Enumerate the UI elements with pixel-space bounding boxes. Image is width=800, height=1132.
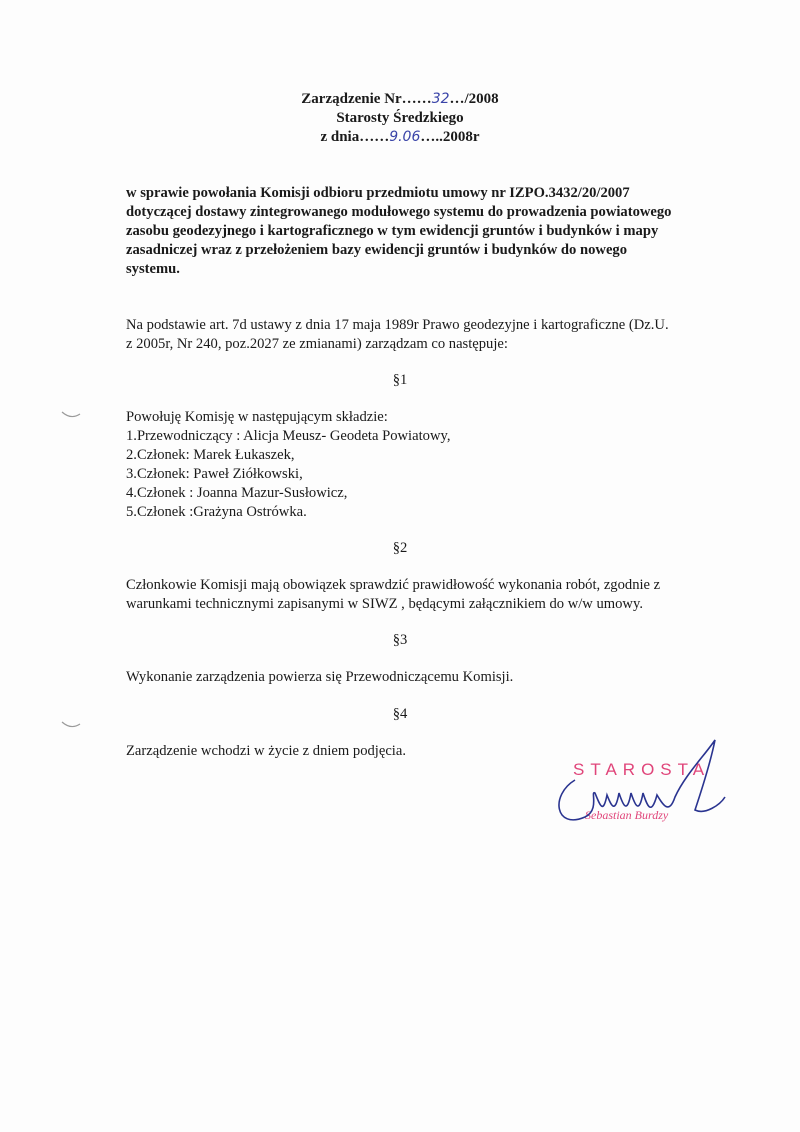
section-3-content: [126, 668, 686, 687]
preamble-line: z 2005r, Nr 240, poz.2027 ze zmianami) zarządzam co następuje:: [126, 336, 508, 352]
binder-hole-mark: [60, 410, 82, 420]
section-2-content: [126, 576, 686, 614]
preamble-paragraph: [126, 316, 686, 354]
committee-member: 2.Członek: Marek Łukaszek,: [126, 447, 295, 463]
signature-stamp: [545, 735, 735, 835]
subject-paragraph: [126, 184, 686, 279]
issuer-line: Starosty Średzkiego: [336, 110, 464, 126]
order-number-line: [0, 90, 800, 109]
preamble-line: Na podstawie art. 7d ustawy z dnia 17 maja 1989r Prawo geodezyjne i kartograficzne (Dz.U.: [126, 317, 669, 333]
section-1-heading: §1: [392, 372, 408, 388]
committee-member: 5.Członek :Grażyna Ostrówka.: [126, 504, 307, 520]
subject-line: dotyczącej dostawy zintegrowanego modułowego systemu do prowadzenia powiatowego: [126, 204, 672, 220]
document-header: [0, 90, 800, 147]
section-3-line: Wykonanie zarządzenia powierza się Przewodniczącemu Komisji.: [126, 669, 514, 685]
section-2-heading: §2: [392, 540, 408, 556]
stamp-title: STAROSTA: [573, 760, 711, 779]
section-4-line: Zarządzenie wchodzi w życie z dniem podjęcia.: [126, 743, 406, 759]
committee-member: 1.Przewodniczący : Alicja Meusz- Geodeta Powiatowy,: [126, 428, 451, 444]
date-prefix: z dnia……: [320, 129, 390, 145]
handwritten-order-number: 32: [431, 91, 450, 107]
date-line: [0, 128, 800, 147]
date-suffix: …..2008r: [420, 129, 480, 145]
section-4-heading: §4: [392, 706, 408, 722]
section-1-content: [126, 408, 686, 522]
subject-line: zasobu geodezyjnego i kartograficznego w tym ewidencji gruntów i budynków i mapy: [126, 223, 659, 239]
handwritten-date: 9.06: [389, 129, 421, 145]
subject-line: systemu.: [126, 261, 180, 277]
section-2-line: warunkami technicznymi zapisanymi w SIWZ , będącymi załącznikiem do w/w umowy.: [126, 596, 643, 612]
subject-line: w sprawie powołania Komisji odbioru przedmiotu umowy nr IZPO.3432/20/2007: [126, 185, 630, 201]
committee-intro: Powołuję Komisję w następującym składzie:: [126, 409, 388, 425]
committee-member: 4.Członek : Joanna Mazur-Susłowicz,: [126, 485, 348, 501]
order-number-prefix: Zarządzenie Nr……: [301, 91, 432, 107]
order-number-suffix: …/2008: [449, 91, 499, 107]
committee-member: 3.Członek: Paweł Ziółkowski,: [126, 466, 303, 482]
stamp-name: Sebastian Burdzy: [585, 808, 669, 822]
section-2-line: Członkowie Komisji mają obowiązek sprawdzić prawidłowość wykonania robót, zgodnie z: [126, 577, 661, 593]
section-3-heading: §3: [392, 632, 408, 648]
subject-line: zasadniczej wraz z przełożeniem bazy ewidencji gruntów i budynków do nowego: [126, 242, 628, 258]
